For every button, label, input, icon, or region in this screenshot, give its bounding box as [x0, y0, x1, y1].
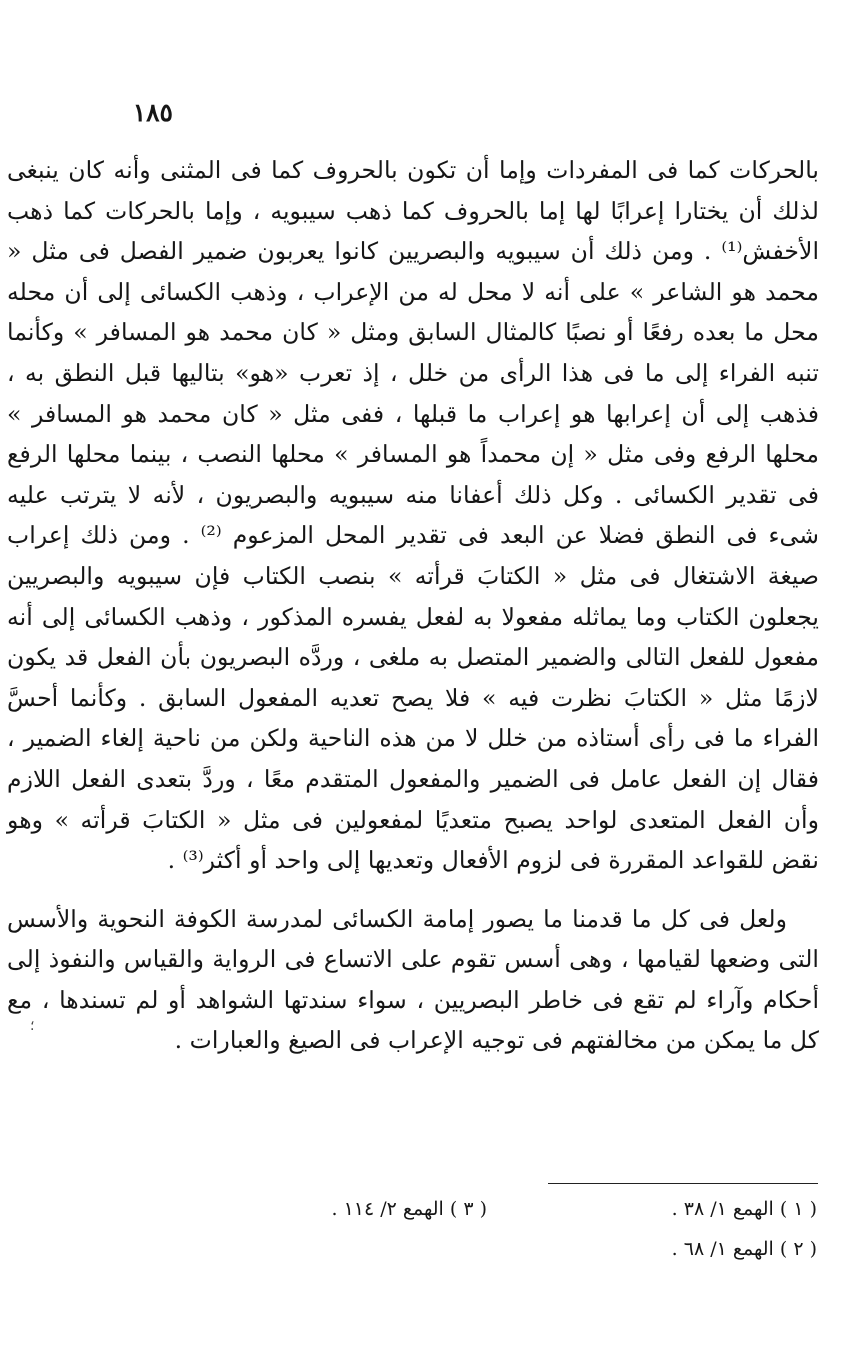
footnote-1: ( ١ ) الهمع ١/ ٣٨ .: [671, 1198, 817, 1220]
margin-mark: ؛: [30, 1018, 35, 1034]
paragraph-2: ولعل فى كل ما قدمنا ما يصور إمامة الكسائى لمدرسة الكوفة النحوية والأسس التى وضعها لقيامها ، وهى أسس تقوم على الاتساع فى الرواية والقياس والنفوذ إلى أحكام وآراء لم تقع فى خاطر البصريين ، سواء سندتها الشواهد أو لم تسندها ، مع كل ما يمكن من مخالفتهم فى توجيه الإعراب فى الصيغ والعبارات .: [7, 904, 819, 1055]
footnote-2: ( ٢ ) الهمع ١/ ٦٨ .: [671, 1238, 817, 1260]
page-number: ١٨٥: [132, 98, 173, 127]
main-text: [7, 150, 819, 1061]
paragraph-1: بالحركات كما فى المفردات وإما أن تكون بالحروف كما فى المثنى وأنه كان ينبغى لذلك أن يختارا إعرابًا لها إما بالحروف كما ذهب سيبويه ، وإما بالحركات كما ذهب الأخفش⁽¹⁾ . ومن ذلك أن سيبويه والبصريين كانوا يعربون ضمير الفصل فى مثل « محمد هو الشاعر » على أنه لا محل له من الإعراب ، وذهب الكسائى إلى أن محله محل ما بعده رفعًا أو نصبًا كالمثال السابق ومثل « كان محمد هو المسافر » وكأنما تنبه الفراء إلى ما فى هذا الرأى من خلل ، إذ تعرب «هو» بتاليها قبل النطق به ، فذهب إلى أن إعرابها هو إعراب ما قبلها ، ففى مثل « كان محمد هو المسافر » محلها الرفع وفى مثل « إن محمداً هو المسافر » محلها النصب ، بينما محلها الرفع فى تقدير الكسائى . وكل ذلك أعفانا منه سيبويه والبصريون ، لأنه لا يترتب عليه شىء فى النطق فضلا عن البعد فى تقدير المحل المزعوم ⁽²⁾ . ومن ذلك إعراب صيغة الاشتغال فى مثل « الكتابَ قرأته » بنصب الكتاب فإن سيبويه والبصريين يجعلون الكتاب وما يماثله مفعولا به لفعل يفسره المذكور ، وذهب الكسائى إلى أنه مفعول للفعل التالى والضمير المتصل به ملغى ، وردَّه البصريون بأن الفعل قد يكون لازمًا مثل « الكتابَ نظرت فيه » فلا يصح تعديه المفعول السابق . وكأنما أحسَّ الفراء ما فى رأى أستاذه من خلل لا من هذه الناحية ولكن من ناحية إلغاء الضمير ، فقال إن الفعل عامل فى الضمير والمفعول المتقدم معًا ، وردَّ بتعدى الفعل اللازم وأن الفعل المتعدى لواحد يصبح متعديًا لمفعولين فى مثل « الكتابَ قرأته » وهو نقض للقواعد المقررة فى لزوم الأفعال وتعديها إلى واحد أو أكثر⁽³⁾ .: [7, 156, 819, 875]
footnote-3: ( ٣ ) الهمع ٢/ ١١٤ .: [331, 1198, 487, 1220]
footnotes: [257, 1198, 817, 1278]
footnote-divider: [548, 1183, 818, 1184]
